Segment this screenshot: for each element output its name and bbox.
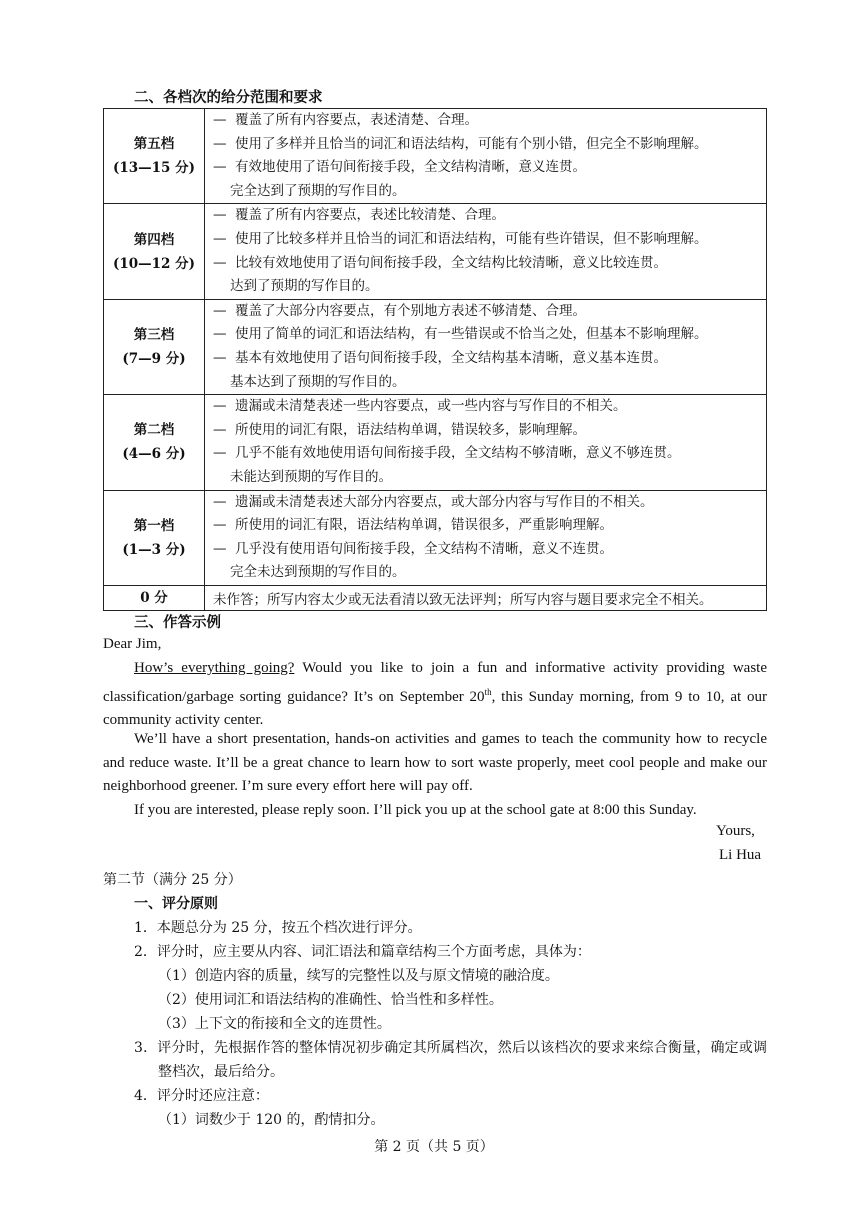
grade-level-cell bbox=[104, 204, 205, 299]
zero-score-label: 0 分 bbox=[104, 585, 205, 610]
page-footer: 第 2 页（共 5 页） bbox=[374, 1139, 494, 1155]
grade-summary: 完全达到了预期的写作目的。 bbox=[230, 182, 406, 199]
grade-row bbox=[104, 299, 767, 394]
rule-4-1: （1）词数少于 120 的，酌情扣分。 bbox=[158, 1112, 385, 1128]
dash-bullet-icon: — bbox=[213, 135, 227, 152]
zero-score-description: 未作答；所写内容太少或无法看清以致无法评判；所写内容与题目要求完全不相关。 bbox=[205, 585, 767, 610]
grade-score-range: (1—3 分) bbox=[122, 541, 186, 558]
criterion-line bbox=[213, 538, 762, 562]
criterion-line bbox=[213, 514, 762, 538]
criterion-line bbox=[213, 347, 762, 371]
grade-score-range: (13—15 分) bbox=[112, 160, 196, 177]
grade-level-name: 第四档 bbox=[133, 231, 175, 248]
criterion-line bbox=[213, 395, 762, 419]
grade-row bbox=[104, 490, 767, 585]
criterion-text: 所使用的词汇有限，语法结构单调，错误较多，影响理解。 bbox=[235, 421, 586, 438]
grade-level-cell bbox=[104, 490, 205, 585]
letter-signature: Li Hua bbox=[719, 847, 762, 863]
grade-description-cell bbox=[205, 204, 767, 299]
criterion-line bbox=[213, 156, 762, 180]
dash-bullet-icon: — bbox=[213, 349, 227, 366]
part2-title: 第二节（满分 25 分） bbox=[103, 872, 242, 888]
dash-bullet-icon: — bbox=[213, 254, 227, 271]
rule-2-3: （3）上下文的衔接和全文的连贯性。 bbox=[158, 1016, 391, 1032]
criterion-line bbox=[213, 133, 762, 157]
criterion-text: 使用了比较多样并且恰当的词汇和语法结构，可能有些许错误，但不影响理解。 bbox=[235, 230, 708, 247]
criterion-text: 几乎不能有效地使用语句间衔接手段，全文结构不够清晰，意义不够连贯。 bbox=[235, 445, 681, 462]
letter-paragraph-1 bbox=[103, 657, 767, 733]
letter-p1-text: Would you like to join a fun and informative activity providing waste classification/garbage sorting guidance? It’s on September 20 bbox=[103, 660, 767, 705]
grade-level-name: 第一档 bbox=[133, 517, 175, 534]
dash-bullet-icon: — bbox=[213, 159, 227, 176]
dash-bullet-icon: — bbox=[213, 230, 227, 247]
grade-row bbox=[104, 395, 767, 490]
grade-score-range: (4—6 分) bbox=[122, 446, 186, 463]
grade-row bbox=[104, 109, 767, 204]
grade-level-name: 第五档 bbox=[133, 136, 175, 153]
criterion-line bbox=[213, 442, 762, 466]
grade-description-cell bbox=[205, 299, 767, 394]
criterion-line bbox=[213, 252, 762, 276]
criterion-text: 使用了多样并且恰当的词汇和语法结构，可能有个别小错，但完全不影响理解。 bbox=[235, 135, 708, 152]
ordinal-suffix: th bbox=[484, 686, 492, 697]
grade-summary: 达到了预期的写作目的。 bbox=[230, 278, 379, 295]
grading-table bbox=[103, 108, 767, 611]
dash-bullet-icon: — bbox=[213, 445, 227, 462]
rule-2-1: （1）创造内容的质量，续写的完整性以及与原文情境的融洽度。 bbox=[158, 968, 559, 984]
criterion-text: 覆盖了所有内容要点，表述比较清楚、合理。 bbox=[235, 207, 505, 224]
grade-level-name: 第三档 bbox=[133, 326, 175, 343]
grade-level-cell bbox=[104, 299, 205, 394]
grade-row bbox=[104, 204, 767, 299]
criterion-line bbox=[213, 491, 762, 515]
letter-p1-text-end: , this Sunday morning, from 9 to 10, at our community activity center. bbox=[103, 688, 767, 729]
criterion-text: 覆盖了大部分内容要点，有个别地方表述不够清楚、合理。 bbox=[235, 302, 586, 319]
grade-row-zero bbox=[104, 585, 767, 610]
grade-score-range: (7—9 分) bbox=[122, 350, 186, 367]
letter-underlined-question: How’s everything going? bbox=[134, 660, 295, 676]
grade-summary: 未能达到预期的写作目的。 bbox=[230, 468, 392, 485]
criterion-text: 几乎没有使用语句间衔接手段，全文结构不清晰，意义不连贯。 bbox=[235, 540, 613, 557]
grade-level-cell bbox=[104, 109, 205, 204]
criterion-text: 基本有效地使用了语句间衔接手段，全文结构基本清晰，意义基本连贯。 bbox=[235, 349, 667, 366]
criterion-line bbox=[213, 300, 762, 324]
criterion-line bbox=[213, 228, 762, 252]
grade-description-cell bbox=[205, 109, 767, 204]
criterion-text: 比较有效地使用了语句间衔接手段，全文结构比较清晰，意义比较连贯。 bbox=[235, 254, 667, 271]
criterion-text: 遗漏或未清楚表述一些内容要点，或一些内容与写作目的不相关。 bbox=[235, 398, 627, 415]
grade-summary: 基本达到了预期的写作目的。 bbox=[230, 373, 406, 390]
dash-bullet-icon: — bbox=[213, 398, 227, 415]
dash-bullet-icon: — bbox=[213, 517, 227, 534]
rule-1: 1．本题总分为 25 分，按五个档次进行评分。 bbox=[134, 920, 422, 936]
criterion-line bbox=[213, 204, 762, 228]
grade-summary: 完全未达到预期的写作目的。 bbox=[230, 564, 406, 581]
grade-level-name: 第二档 bbox=[133, 422, 175, 439]
dash-bullet-icon: — bbox=[213, 421, 227, 438]
criterion-text: 遗漏或未清楚表述大部分内容要点，或大部分内容与写作目的不相关。 bbox=[235, 493, 654, 510]
grade-description-cell bbox=[205, 395, 767, 490]
criterion-text: 有效地使用了语句间衔接手段，全文结构清晰，意义连贯。 bbox=[235, 159, 586, 176]
criterion-text: 覆盖了所有内容要点，表述清楚、合理。 bbox=[235, 112, 478, 128]
dash-bullet-icon: — bbox=[213, 493, 227, 510]
rule-3-text: 3．评分时，先根据作答的整体情况初步确定其所属档次，然后以该档次的要求来综合衡量，确定或调整档次，最后给分。 bbox=[134, 1040, 767, 1080]
letter-paragraph-2: We’ll have a short presentation, hands-on activities and games to teach the community how to recycle and reduce waste. It’ll be a great chance to learn how to sort waste properly, meet cool people and make our neighborhood greener. I’m sure every effort here will pay off. bbox=[103, 731, 767, 795]
dash-bullet-icon: — bbox=[213, 302, 227, 319]
rule-2-2: （2）使用词汇和语法结构的准确性、恰当性和多样性。 bbox=[158, 992, 503, 1008]
dash-bullet-icon: — bbox=[213, 207, 227, 224]
criterion-line bbox=[213, 419, 762, 443]
letter-paragraph-3: If you are interested, please reply soon. I’ll pick you up at the school gate at 8:00 this Sunday. bbox=[134, 802, 697, 818]
section-title-sample-answer: 三、作答示例 bbox=[134, 614, 221, 631]
rule-4: 4．评分时还应注意： bbox=[134, 1088, 269, 1104]
criterion-line bbox=[213, 109, 762, 133]
section-title-grade-levels: 二、各档次的给分范围和要求 bbox=[134, 89, 323, 106]
dash-bullet-icon: — bbox=[213, 326, 227, 343]
criterion-text: 所使用的词汇有限，语法结构单调，错误很多，严重影响理解。 bbox=[235, 517, 613, 534]
criterion-text: 使用了简单的词汇和语法结构，有一些错误或不恰当之处，但基本不影响理解。 bbox=[235, 326, 708, 343]
dash-bullet-icon: — bbox=[213, 112, 227, 128]
grade-description-cell bbox=[205, 490, 767, 585]
rule-3 bbox=[134, 1037, 767, 1084]
letter-greeting: Dear Jim, bbox=[103, 636, 162, 652]
criterion-line bbox=[213, 323, 762, 347]
grade-level-cell bbox=[104, 395, 205, 490]
grade-score-range: (10—12 分) bbox=[112, 255, 196, 272]
dash-bullet-icon: — bbox=[213, 540, 227, 557]
rule-2: 2．评分时，应主要从内容、词汇语法和篇章结构三个方面考虑，具体为： bbox=[134, 944, 591, 960]
letter-closing: Yours, bbox=[716, 823, 755, 839]
scoring-principles-title: 一、评分原则 bbox=[134, 896, 218, 912]
